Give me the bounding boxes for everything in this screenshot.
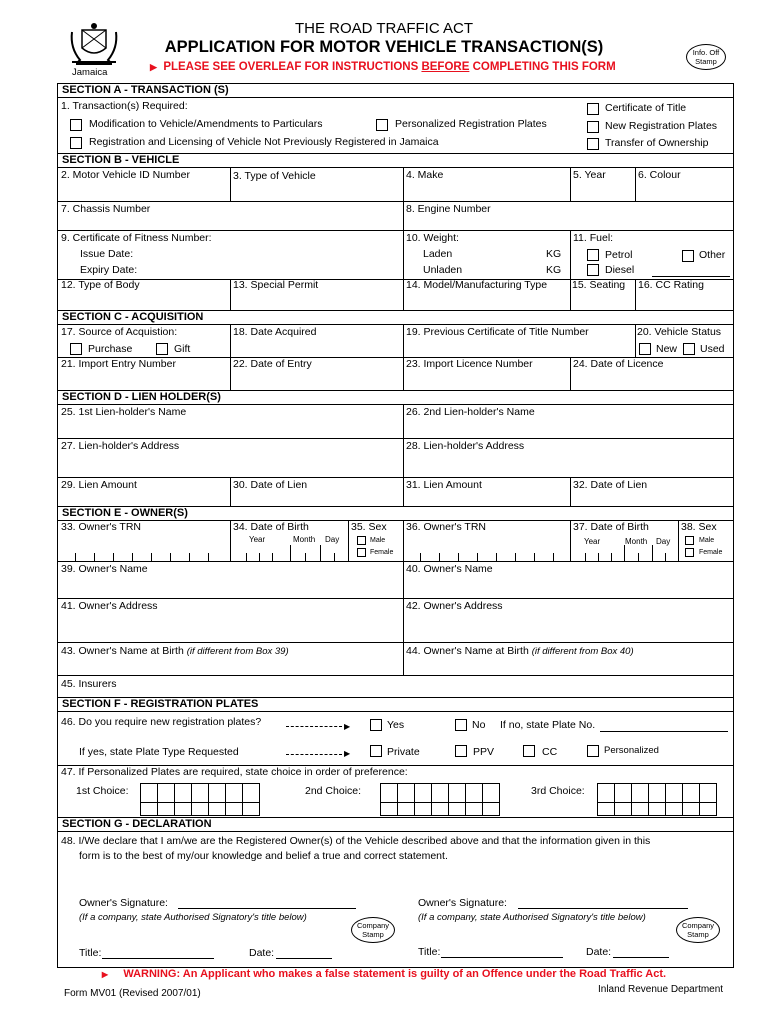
plate-private-label: Private (387, 746, 420, 758)
owner2-signature-input[interactable] (518, 908, 688, 909)
vehicle-status-label: 20. Vehicle Status (637, 326, 722, 338)
unladen-label: Unladen (423, 264, 463, 276)
owner2-signature-label: Owner's Signature: (418, 897, 507, 909)
body-type-label: 12. Type of Body (61, 279, 140, 291)
first-choice-input[interactable] (140, 783, 260, 803)
new-plates-label: New Registration Plates (605, 120, 718, 132)
owner2-male-label: Male (699, 537, 715, 544)
plate-personalized-checkbox[interactable] (587, 745, 599, 757)
arrow-right-icon: ▶ (344, 722, 351, 731)
lien-holder2-name-label: 26. 2nd Lien-holder's Name (406, 406, 535, 418)
cc-rating-label: 16. CC Rating (638, 279, 704, 291)
owner2-birth-name-label: 44. Owner's Name at Birth (if different from Box 40) (406, 645, 634, 657)
owner1-signatory-note: (If a company, state Authorised Signatory's title below) (79, 912, 307, 923)
lien-holder1-address-label: 27. Lien-holder's Address (61, 440, 180, 452)
plate-cc-checkbox[interactable] (523, 745, 535, 757)
model-label: 14. Model/Manufacturing Type (406, 279, 548, 291)
registration-licensing-checkbox[interactable] (70, 137, 82, 149)
engine-label: 8. Engine Number (406, 203, 491, 215)
owner1-title-input[interactable] (102, 958, 214, 959)
plate-no-input[interactable] (600, 731, 728, 732)
form-number: Form MV01 (Revised 2007/01) (64, 988, 201, 999)
petrol-checkbox[interactable] (587, 249, 599, 261)
unladen-kg-label: KG (546, 264, 562, 276)
owner1-year-label: Year (249, 535, 266, 544)
owner1-birth-name-label: 43. Owner's Name at Birth (if different from Box 39) (61, 645, 289, 657)
owner1-female-label: Female (370, 549, 394, 556)
import-licence-label: 23. Import Licence Number (406, 358, 533, 370)
section-a-header: SECTION A - TRANSACTION (S) (58, 84, 258, 97)
owner1-female-checkbox[interactable] (357, 548, 366, 557)
owner2-trn-label: 36. Owner's TRN (406, 521, 487, 533)
modification-label: Modification to Vehicle/Amendments to Particulars (89, 118, 323, 130)
owner2-dob-label: 37. Date of Birth (573, 521, 649, 533)
petrol-label: Petrol (605, 249, 633, 261)
plate-ppv-label: PPV (473, 746, 495, 758)
owner1-male-label: Male (370, 537, 386, 544)
date-entry-label: 22. Date of Entry (233, 358, 312, 370)
owner1-date-input[interactable] (276, 958, 332, 959)
other-fuel-checkbox[interactable] (682, 250, 694, 262)
certificate-title-label: Certificate of Title (605, 102, 687, 114)
gift-label: Gift (174, 343, 191, 355)
section-e-header: SECTION E - OWNER(S) (58, 507, 218, 520)
lien-amount2-label: 31. Lien Amount (406, 479, 482, 491)
diesel-label: Diesel (605, 264, 635, 276)
owner2-signatory-note: (If a company, state Authorised Signatory's title below) (418, 912, 646, 923)
owner2-date-label: Date: (586, 946, 612, 958)
arrow-right-icon: ▶ (101, 970, 109, 979)
status-new-checkbox[interactable] (639, 343, 651, 355)
owner1-day-label: Day (325, 535, 340, 544)
weight-label: 10. Weight: (406, 232, 459, 244)
gift-checkbox[interactable] (156, 343, 168, 355)
other-fuel-label: Other (699, 249, 726, 261)
declaration-line1: 48. I/We declare that I am/we are the Registered Owner(s) of the Vehicle described above and that the information given in this (61, 835, 651, 847)
owner2-title-input[interactable] (441, 957, 563, 958)
declaration-line2: form is to the best of my/our knowledge and belief a true and correct statement. (79, 850, 448, 862)
acquisition-source-label: 17. Source of Acquistion: (61, 326, 178, 338)
company-stamp-2: Company Stamp (676, 917, 720, 943)
vehicle-id-label: 2. Motor Vehicle ID Number (61, 169, 190, 181)
false-statement-warning: ▶ WARNING: An Applicant who makes a false statement is guilty of an Offence under the Road Traffic Act. (101, 968, 667, 980)
seating-label: 15. Seating (572, 279, 626, 291)
status-new-label: New (656, 343, 678, 355)
modification-checkbox[interactable] (70, 119, 82, 131)
owner1-date-label: Date: (249, 947, 275, 959)
owner1-signature-input[interactable] (178, 908, 356, 909)
owner2-date-input[interactable] (613, 957, 669, 958)
plates-no-label: No (472, 719, 486, 731)
preference-question: 47. If Personalized Plates are required, state choice in order of preference: (61, 766, 408, 778)
vehicle-type-label: 3. Type of Vehicle (233, 170, 316, 182)
owner2-name-label: 40. Owner's Name (406, 563, 493, 575)
owner1-signature-label: Owner's Signature: (79, 897, 168, 909)
owner2-sex-label: 38. Sex (681, 521, 717, 533)
lien-date2-label: 32. Date of Lien (573, 479, 648, 491)
diesel-checkbox[interactable] (587, 264, 599, 276)
plate-no-label: If no, state Plate No. (500, 719, 596, 731)
personalized-plates-checkbox[interactable] (376, 119, 388, 131)
country-label: Jamaica (72, 67, 108, 78)
first-choice-label: 1st Choice: (76, 785, 129, 797)
plates-yes-checkbox[interactable] (370, 719, 382, 731)
owner2-address-label: 42. Owner's Address (406, 600, 503, 612)
section-c-header: SECTION C - ACQUISITION (58, 311, 228, 324)
section-b-header: SECTION B - VEHICLE (58, 154, 208, 167)
owner2-female-label: Female (699, 549, 723, 556)
registration-licensing-label: Registration and Licensing of Vehicle Not Previously Registered in Jamaica (89, 136, 439, 148)
section-g-header: SECTION G - DECLARATION (58, 818, 238, 831)
status-used-label: Used (700, 343, 725, 355)
owner2-male-checkbox[interactable] (685, 536, 694, 545)
act-title: THE ROAD TRAFFIC ACT (294, 20, 474, 37)
plates-no-checkbox[interactable] (455, 719, 467, 731)
purchase-checkbox[interactable] (70, 343, 82, 355)
arrow-right-icon: ▶ (344, 749, 351, 758)
owner1-name-label: 39. Owner's Name (61, 563, 148, 575)
plates-yes-label: Yes (387, 719, 405, 731)
owner1-sex-label: 35. Sex (351, 521, 387, 533)
transaction-question: 1. Transaction(s) Required: (61, 100, 188, 112)
issue-date-label: Issue Date: (80, 248, 134, 260)
colour-label: 6. Colour (638, 169, 681, 181)
special-permit-label: 13. Special Permit (233, 279, 319, 291)
company-stamp-1: Company Stamp (351, 917, 395, 943)
transfer-ownership-label: Transfer of Ownership (605, 137, 709, 149)
plate-type-question: If yes, state Plate Type Requested (79, 746, 239, 758)
laden-label: Laden (423, 248, 453, 260)
import-entry-label: 21. Import Entry Number (61, 358, 176, 370)
lien-date1-label: 30. Date of Lien (233, 479, 308, 491)
status-used-checkbox[interactable] (683, 343, 695, 355)
owner2-year-label: Year (584, 537, 601, 546)
previous-title-label: 19. Previous Certificate of Title Number (406, 326, 589, 338)
plate-cc-label: CC (542, 746, 558, 758)
owner1-dob-label: 34. Date of Birth (233, 521, 309, 533)
plate-private-checkbox[interactable] (370, 745, 382, 757)
lien-amount1-label: 29. Lien Amount (61, 479, 137, 491)
expiry-date-label: Expiry Date: (80, 264, 138, 276)
third-choice-input[interactable] (597, 783, 717, 803)
section-f-header: SECTION F - REGISTRATION PLATES (58, 698, 288, 711)
owner1-title-label: Title: (79, 947, 102, 959)
plate-ppv-checkbox[interactable] (455, 745, 467, 757)
info-office-stamp: Info. Off Stamp (686, 44, 726, 70)
owner2-day-label: Day (656, 537, 671, 546)
arrow-right-icon: ▶ (150, 62, 157, 72)
lien-holder1-name-label: 25. 1st Lien-holder's Name (61, 406, 187, 418)
certificate-title-checkbox[interactable] (587, 103, 599, 115)
date-acquired-label: 18. Date Acquired (233, 326, 317, 338)
transfer-ownership-checkbox[interactable] (587, 138, 599, 150)
second-choice-label: 2nd Choice: (305, 785, 362, 797)
insurers-label: 45. Insurers (61, 678, 117, 690)
personalized-plates-label: Personalized Registration Plates (395, 118, 547, 130)
laden-kg-label: KG (546, 248, 562, 260)
instructions-notice: ▶ PLEASE SEE OVERLEAF FOR INSTRUCTIONS BEFORE COMPLETING THIS FORM (150, 61, 616, 73)
date-licence-label: 24. Date of Licence (573, 358, 664, 370)
owner2-month-label: Month (625, 537, 648, 546)
make-label: 4. Make (406, 169, 444, 181)
fuel-label: 11. Fuel: (573, 232, 614, 244)
owner1-month-label: Month (293, 535, 316, 544)
second-choice-input[interactable] (380, 783, 500, 803)
section-d-header: SECTION D - LIEN HOLDER(S) (58, 391, 243, 404)
year-label: 5. Year (573, 169, 606, 181)
department-name: Inland Revenue Department (598, 984, 724, 995)
new-plates-checkbox[interactable] (587, 121, 599, 133)
owner2-title-label: Title: (418, 946, 441, 958)
purchase-label: Purchase (88, 343, 133, 355)
lien-holder2-address-label: 28. Lien-holder's Address (406, 440, 525, 452)
third-choice-label: 3rd Choice: (531, 785, 585, 797)
chassis-label: 7. Chassis Number (61, 203, 151, 215)
fitness-label: 9. Certificate of Fitness Number: (61, 232, 212, 244)
plate-personalized-label: Personalized (604, 745, 659, 756)
new-plates-question: 46. Do you require new registration plates? (61, 716, 262, 728)
form-title: APPLICATION FOR MOTOR VEHICLE TRANSACTION(S) (164, 38, 604, 56)
owner1-address-label: 41. Owner's Address (61, 600, 158, 612)
owner1-trn-label: 33. Owner's TRN (61, 521, 142, 533)
owner2-female-checkbox[interactable] (685, 548, 694, 557)
owner1-male-checkbox[interactable] (357, 536, 366, 545)
